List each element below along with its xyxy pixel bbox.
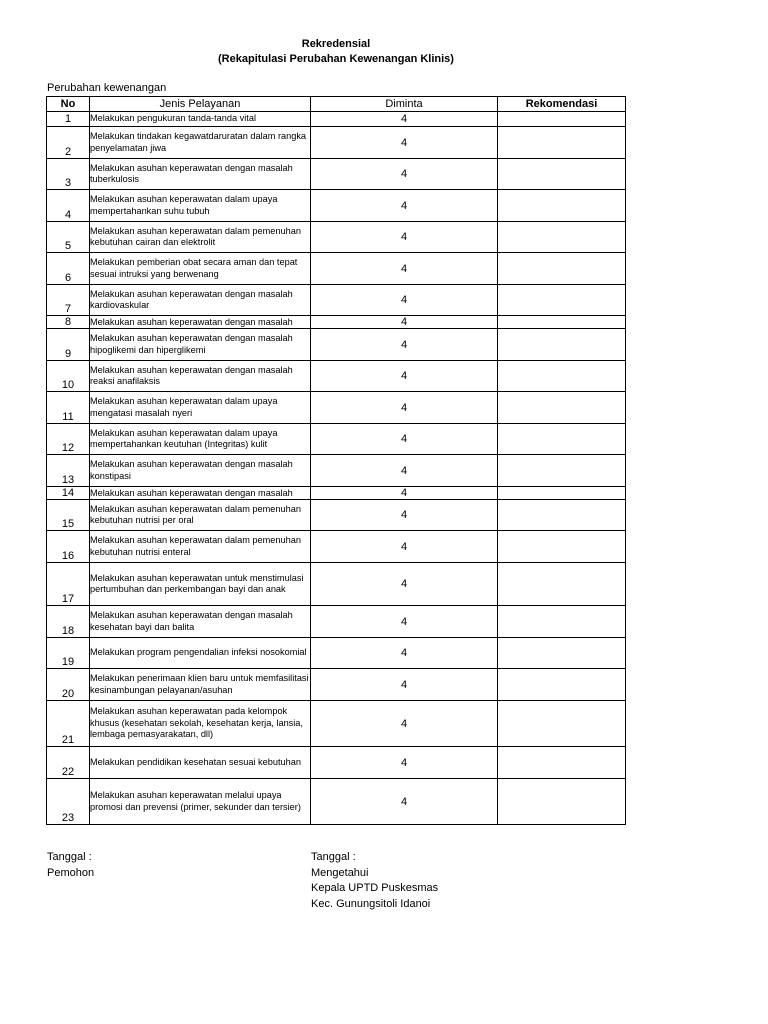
- table-row: [47, 392, 626, 424]
- table-row: [47, 455, 626, 487]
- cell-no: 22: [47, 747, 90, 779]
- cell-no: 19: [47, 638, 90, 669]
- cell-jenis-pelayanan: [90, 455, 311, 487]
- cell-jenis-pelayanan: [90, 253, 311, 285]
- table-row: [47, 563, 626, 606]
- jenis-pelayanan-text: Melakukan asuhan keperawatan dengan masalah kesehatan bayi dan balita: [90, 610, 293, 632]
- cell-rekomendasi: [498, 112, 626, 127]
- footer-right-tanggal: Tanggal :: [311, 851, 356, 863]
- cell-jenis-pelayanan: [90, 112, 311, 127]
- jenis-pelayanan-text: Melakukan pemberian obat secara aman dan tepat sesuai intruksi yang berwenang: [90, 257, 298, 279]
- cell-rekomendasi: [498, 779, 626, 825]
- cell-diminta: 4: [311, 392, 498, 424]
- cell-rekomendasi: [498, 253, 626, 285]
- table-row: [47, 329, 626, 361]
- cell-diminta: 4: [311, 531, 498, 563]
- jenis-pelayanan-text: Melakukan asuhan keperawatan dengan masalah: [90, 487, 293, 498]
- cell-no: 17: [47, 563, 90, 606]
- section-label: Perubahan kewenangan: [47, 82, 167, 94]
- jenis-pelayanan-text: Melakukan asuhan keperawatan dalam upaya mengatasi masalah nyeri: [90, 396, 278, 418]
- cell-jenis-pelayanan: [90, 563, 311, 606]
- cell-no: 21: [47, 701, 90, 747]
- table-row: [47, 779, 626, 825]
- footer-left-pemohon: Pemohon: [47, 867, 95, 879]
- cell-diminta: 4: [311, 190, 498, 222]
- cell-jenis-pelayanan: [90, 127, 311, 159]
- cell-no: 3: [47, 159, 90, 190]
- footer-left-tanggal: Tanggal :: [47, 851, 92, 863]
- cell-rekomendasi: [498, 669, 626, 701]
- cell-diminta: 4: [311, 455, 498, 487]
- table-row: [47, 285, 626, 316]
- table-row: [47, 500, 626, 531]
- cell-rekomendasi: [498, 392, 626, 424]
- cell-jenis-pelayanan: [90, 487, 311, 500]
- cell-no: 6: [47, 253, 90, 285]
- cell-diminta: 4: [311, 361, 498, 392]
- cell-no: 14: [47, 487, 90, 500]
- cell-jenis-pelayanan: [90, 361, 311, 392]
- footer-right-mengetahui: Mengetahui: [311, 867, 369, 879]
- table-header-row: [47, 97, 626, 112]
- cell-rekomendasi: [498, 285, 626, 316]
- cell-diminta: 4: [311, 701, 498, 747]
- cell-diminta: 4: [311, 747, 498, 779]
- jenis-pelayanan-text: Melakukan asuhan keperawatan dalam upaya mempertahankan suhu tubuh: [90, 194, 278, 216]
- cell-jenis-pelayanan: [90, 392, 311, 424]
- jenis-pelayanan-text: Melakukan asuhan keperawatan dengan masalah konstipasi: [90, 459, 293, 481]
- jenis-pelayanan-text: Melakukan asuhan keperawatan melalui upaya promosi dan prevensi (primer, sekunder dan tersier): [90, 790, 301, 812]
- table-row: [47, 638, 626, 669]
- jenis-pelayanan-text: Melakukan asuhan keperawatan dengan masalah: [90, 316, 293, 327]
- table-row: [47, 316, 626, 329]
- cell-rekomendasi: [498, 127, 626, 159]
- column-header-jenis-pelayanan: Jenis Pelayanan: [90, 97, 311, 112]
- table-row: [47, 253, 626, 285]
- cell-rekomendasi: [498, 563, 626, 606]
- cell-diminta: 4: [311, 316, 498, 329]
- jenis-pelayanan-text: Melakukan asuhan keperawatan dengan masalah kardiovaskular: [90, 288, 293, 310]
- cell-rekomendasi: [498, 747, 626, 779]
- cell-diminta: 4: [311, 563, 498, 606]
- jenis-pelayanan-text: Melakukan asuhan keperawatan dengan masalah reaksi anafilaksis: [90, 364, 293, 386]
- column-header-rekomendasi: Rekomendasi: [498, 97, 626, 112]
- table-row: [47, 112, 626, 127]
- cell-jenis-pelayanan: [90, 747, 311, 779]
- cell-rekomendasi: [498, 361, 626, 392]
- cell-no: 2: [47, 127, 90, 159]
- table-row: [47, 747, 626, 779]
- table-row: [47, 190, 626, 222]
- cell-no: 7: [47, 285, 90, 316]
- cell-rekomendasi: [498, 222, 626, 253]
- cell-diminta: 4: [311, 285, 498, 316]
- cell-jenis-pelayanan: [90, 779, 311, 825]
- cell-rekomendasi: [498, 531, 626, 563]
- cell-diminta: 4: [311, 779, 498, 825]
- cell-jenis-pelayanan: [90, 329, 311, 361]
- cell-jenis-pelayanan: [90, 159, 311, 190]
- cell-rekomendasi: [498, 455, 626, 487]
- footer-right-position: Kepala UPTD Puskesmas: [311, 882, 439, 894]
- table-row: [47, 159, 626, 190]
- cell-jenis-pelayanan: [90, 500, 311, 531]
- cell-diminta: 4: [311, 424, 498, 455]
- cell-rekomendasi: [498, 638, 626, 669]
- jenis-pelayanan-text: Melakukan asuhan keperawatan dalam upaya mempertahankan keutuhan (Integritas) kulit: [90, 427, 278, 449]
- table-row: [47, 669, 626, 701]
- cell-diminta: 4: [311, 222, 498, 253]
- cell-no: 5: [47, 222, 90, 253]
- cell-diminta: 4: [311, 127, 498, 159]
- table-row: [47, 424, 626, 455]
- cell-rekomendasi: [498, 159, 626, 190]
- cell-rekomendasi: [498, 424, 626, 455]
- jenis-pelayanan-text: Melakukan penerimaan klien baru untuk memfasilitasi kesinambungan pelayanan/asuhan: [90, 673, 309, 695]
- table-row: [47, 222, 626, 253]
- jenis-pelayanan-text: Melakukan asuhan keperawatan untuk menstimulasi pertumbuhan dan perkembangan bayi dan anak: [90, 572, 304, 594]
- jenis-pelayanan-text: Melakukan pendidikan kesehatan sesuai kebutuhan: [90, 756, 301, 767]
- cell-diminta: 4: [311, 606, 498, 638]
- document-subtitle: (Rekapitulasi Perubahan Kewenangan Klinis): [218, 53, 454, 65]
- cell-diminta: 4: [311, 638, 498, 669]
- table-row: [47, 531, 626, 563]
- table-row: [47, 127, 626, 159]
- jenis-pelayanan-text: Melakukan asuhan keperawatan dengan masalah tuberkulosis: [90, 162, 293, 184]
- cell-no: 9: [47, 329, 90, 361]
- cell-no: 12: [47, 424, 90, 455]
- table-row: [47, 606, 626, 638]
- cell-no: 4: [47, 190, 90, 222]
- document-title: Rekredensial: [301, 38, 371, 50]
- cell-rekomendasi: [498, 487, 626, 500]
- kewenangan-table: [46, 96, 626, 825]
- cell-no: 13: [47, 455, 90, 487]
- cell-jenis-pelayanan: [90, 669, 311, 701]
- cell-no: 10: [47, 361, 90, 392]
- jenis-pelayanan-text: Melakukan asuhan keperawatan dalam pemenuhan kebutuhan cairan dan elektrolit: [90, 225, 301, 247]
- table-row: [47, 701, 626, 747]
- jenis-pelayanan-text: Melakukan asuhan keperawatan dengan masalah hipoglikemi dan hiperglikemi: [90, 333, 293, 355]
- cell-diminta: 4: [311, 329, 498, 361]
- jenis-pelayanan-text: Melakukan pengukuran tanda-tanda vital: [90, 113, 256, 124]
- jenis-pelayanan-text: Melakukan program pengendalian infeksi nosokomial: [90, 647, 307, 658]
- cell-no: 23: [47, 779, 90, 825]
- cell-diminta: 4: [311, 253, 498, 285]
- table-row: [47, 361, 626, 392]
- cell-no: 11: [47, 392, 90, 424]
- cell-rekomendasi: [498, 329, 626, 361]
- cell-diminta: 4: [311, 159, 498, 190]
- table-row: [47, 487, 626, 500]
- cell-diminta: 4: [311, 487, 498, 500]
- cell-no: 8: [47, 316, 90, 329]
- column-header-no: No: [47, 97, 90, 112]
- cell-jenis-pelayanan: [90, 316, 311, 329]
- jenis-pelayanan-text: Melakukan tindakan kegawatdaruratan dalam rangka penyelamatan jiwa: [90, 131, 307, 153]
- cell-jenis-pelayanan: [90, 424, 311, 455]
- cell-no: 18: [47, 606, 90, 638]
- cell-rekomendasi: [498, 190, 626, 222]
- cell-rekomendasi: [498, 606, 626, 638]
- cell-diminta: 4: [311, 500, 498, 531]
- jenis-pelayanan-text: Melakukan asuhan keperawatan pada kelompok khusus (kesehatan sekolah, kesehatan kerja, lansia, lembaga pemasyarakatan, dll): [90, 706, 303, 740]
- cell-jenis-pelayanan: [90, 222, 311, 253]
- cell-jenis-pelayanan: [90, 190, 311, 222]
- cell-jenis-pelayanan: [90, 638, 311, 669]
- cell-jenis-pelayanan: [90, 285, 311, 316]
- cell-jenis-pelayanan: [90, 531, 311, 563]
- cell-rekomendasi: [498, 701, 626, 747]
- cell-jenis-pelayanan: [90, 606, 311, 638]
- cell-jenis-pelayanan: [90, 701, 311, 747]
- cell-no: 16: [47, 531, 90, 563]
- cell-no: 20: [47, 669, 90, 701]
- cell-rekomendasi: [498, 500, 626, 531]
- column-header-diminta: Diminta: [311, 97, 498, 112]
- jenis-pelayanan-text: Melakukan asuhan keperawatan dalam pemenuhan kebutuhan nutrisi enteral: [90, 535, 301, 557]
- cell-no: 15: [47, 500, 90, 531]
- cell-diminta: 4: [311, 112, 498, 127]
- cell-diminta: 4: [311, 669, 498, 701]
- footer-right-location: Kec. Gunungsitoli Idanoi: [311, 898, 431, 910]
- jenis-pelayanan-text: Melakukan asuhan keperawatan dalam pemenuhan kebutuhan nutrisi per oral: [90, 503, 301, 525]
- cell-rekomendasi: [498, 316, 626, 329]
- cell-no: 1: [47, 112, 90, 127]
